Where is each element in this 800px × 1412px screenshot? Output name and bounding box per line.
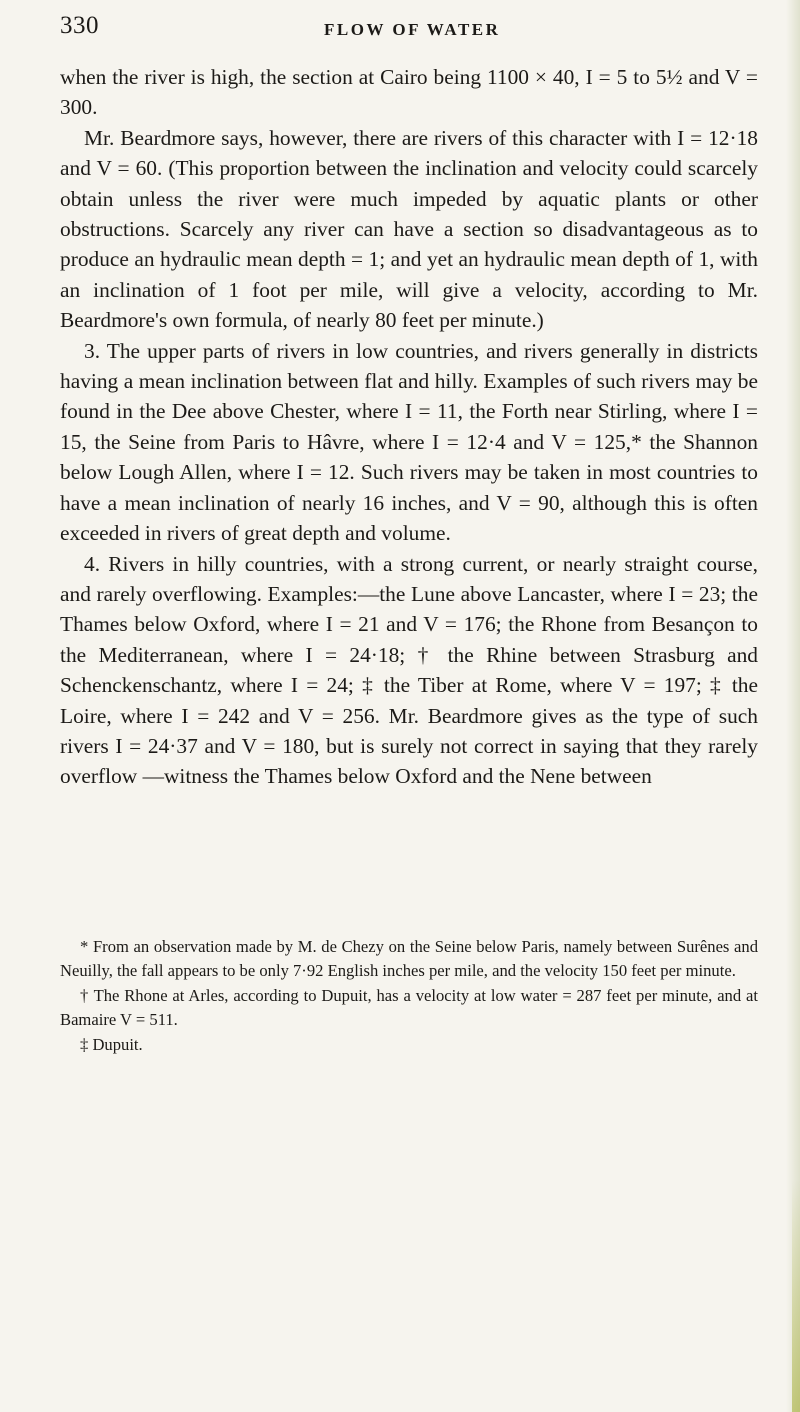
footnote-double-dagger: ‡ Dupuit. xyxy=(80,1034,143,1054)
paragraph-section-4: 4. Rivers in hilly countries, with a strong current, or nearly straight course, and rarely overflowing. Examples:—the Lune above Lancaster, where I = 23; the Thames below Oxford, where I = 21 and V = 176; the Rhone from Besançon to the Mediterranean, where I = 24·18; † the Rhine between Strasburg and Schenckenschantz, where I = 24; ‡ the Tiber at Rome, where V = 197; ‡ the Loire, where I = 242 and V = 256. Mr. Beardmore gives as the type of such rivers I = 24·37 and V = 180, but is surely not correct in saying that they rarely overflow —witness the Thames below Oxford and the Nene between xyxy=(60,551,758,789)
footnote-dagger: † The Rhone at Arles, according to Dupuit, has a velocity at low water = 287 feet per minute, and at Bamaire V = 511. xyxy=(60,985,758,1030)
footnotes xyxy=(60,935,758,1057)
body-text xyxy=(60,62,758,792)
paragraph-beardmore: Mr. Beardmore says, however, there are rivers of this character with I = 12·18 and V = 60. (This proportion between the inclination and velocity could scarcely obtain unless the river were much impeded by aquatic plants or other obstructions. Scarcely any river can have a section so disadvantageous as to produce an hydraulic mean depth = 1; and yet an hydraulic mean depth of 1, with an inclination of 1 foot per mile, will give a velocity, according to Mr. Beardmore's own formula, of nearly 80 feet per minute.) xyxy=(60,125,758,333)
page-number: 330 xyxy=(60,12,99,39)
paragraph-continuation: when the river is high, the section at Cairo being 1100 × 40, I = 5 to 5½ and V = 300. xyxy=(60,65,758,120)
running-head: FLOW OF WATER xyxy=(324,20,501,39)
footnote-asterisk: * From an observation made by M. de Chezy on the Seine below Paris, namely between Surênes and Neuilly, the fall appears to be only 7·92 English inches per mile, and the velocity 150 feet per minute. xyxy=(60,937,758,981)
paragraph-section-3: 3. The upper parts of rivers in low countries, and rivers generally in districts having a mean inclination between flat and hilly. Examples of such rivers may be found in the Dee above Chester, where I = 11, the Forth near Stirling, where I = 15, the Seine from Paris to Hâvre, where I = 12·4 and V = 125,* the Shannon below Lough Allen, where I = 12. Such rivers may be taken in most countries to have a mean inclination of nearly 16 inches, and V = 90, although this is often exceeded in rivers of great depth and volume. xyxy=(60,338,758,546)
page-header xyxy=(60,12,760,46)
page-edge-stain xyxy=(792,1180,800,1412)
